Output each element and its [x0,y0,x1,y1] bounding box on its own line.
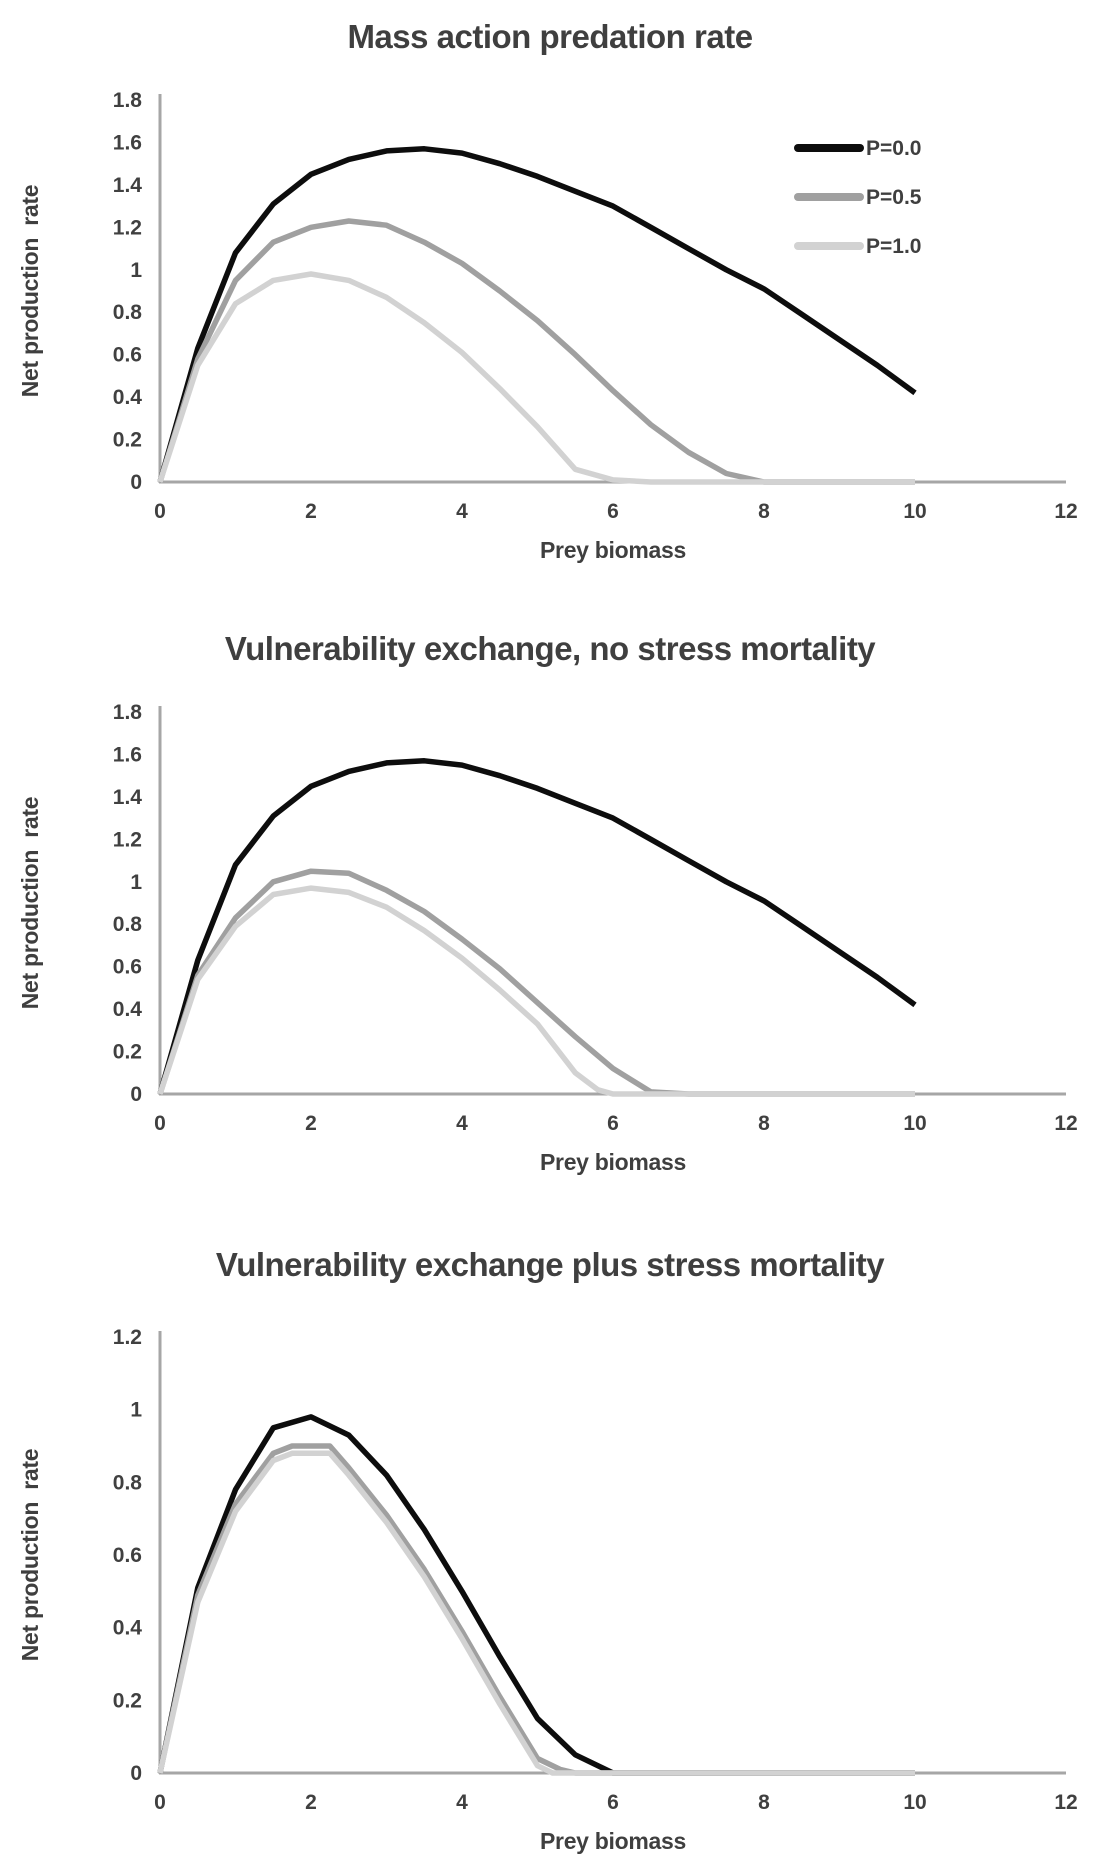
y-tick-label-vuln-exchange-no-stress-4: 0.8 [112,913,142,937]
y-tick-label-vuln-exchange-no-stress-1: 0.2 [112,1040,142,1064]
y-tick-label-mass-action-3: 0.6 [112,343,142,367]
y-tick-label-vuln-exchange-plus-stress-1: 0.2 [112,1689,142,1713]
y-tick-label-vuln-exchange-no-stress-6: 1.2 [112,828,142,852]
series-line-mass-action-P=0.5 [160,221,915,482]
y-tick-label-vuln-exchange-plus-stress-2: 0.4 [112,1616,142,1640]
x-tick-label-vuln-exchange-plus-stress-4: 8 [758,1791,770,1814]
y-tick-label-mass-action-7: 1.4 [112,173,142,197]
x-tick-label-vuln-exchange-no-stress-0: 0 [154,1112,166,1135]
y-tick-label-mass-action-2: 0.4 [112,386,142,410]
y-tick-label-vuln-exchange-no-stress-7: 1.4 [112,785,142,809]
chart-vuln-exchange-no-stress [0,612,1114,1224]
x-tick-label-vuln-exchange-no-stress-3: 6 [607,1112,619,1135]
legend-label-P=0.5: P=0.5 [866,186,922,209]
chart-vuln-exchange-plus-stress [0,1224,1114,1873]
y-tick-label-vuln-exchange-plus-stress-6: 1.2 [112,1326,142,1349]
y-axis-title-vuln-exchange-no-stress: Net production rate [17,796,43,1010]
y-axis-title-mass-action: Net production rate [17,184,43,398]
y-tick-label-mass-action-1: 0.2 [112,428,142,452]
chart-title-vuln-exchange-no-stress: Vulnerability exchange, no stress mortality [224,630,876,667]
x-axis-title-vuln-exchange-no-stress: Prey biomass [540,1149,686,1175]
x-tick-label-mass-action-5: 10 [903,500,927,523]
x-tick-label-vuln-exchange-no-stress-1: 2 [305,1112,317,1135]
y-tick-label-vuln-exchange-no-stress-0: 0 [130,1083,142,1106]
y-tick-label-vuln-exchange-no-stress-8: 1.6 [112,743,142,767]
series-line-vuln-exchange-plus-stress-P=0.0 [160,1417,915,1773]
x-tick-label-vuln-exchange-plus-stress-0: 0 [154,1791,166,1814]
x-tick-label-mass-action-6: 12 [1054,500,1078,523]
x-tick-label-mass-action-0: 0 [154,500,166,523]
y-tick-label-mass-action-4: 0.8 [112,301,142,325]
legend-label-P=0.0: P=0.0 [866,137,922,160]
x-tick-label-mass-action-4: 8 [758,500,770,523]
legend-label-P=1.0: P=1.0 [866,235,922,258]
y-tick-label-mass-action-8: 1.6 [112,131,142,155]
series-line-vuln-exchange-no-stress-P=0.0 [160,761,915,1094]
series-line-vuln-exchange-plus-stress-P=0.5 [160,1446,915,1773]
x-tick-label-mass-action-3: 6 [607,500,619,523]
y-tick-label-vuln-exchange-no-stress-3: 0.6 [112,955,142,979]
x-tick-label-vuln-exchange-no-stress-5: 10 [903,1112,927,1135]
x-tick-label-vuln-exchange-plus-stress-3: 6 [607,1791,619,1814]
y-tick-label-mass-action-9: 1.8 [112,89,142,112]
x-tick-label-vuln-exchange-no-stress-4: 8 [758,1112,770,1135]
y-axis-title-vuln-exchange-plus-stress: Net production rate [17,1448,43,1662]
series-line-vuln-exchange-no-stress-P=0.5 [160,871,915,1094]
x-tick-label-vuln-exchange-plus-stress-6: 12 [1054,1791,1078,1814]
chart-mass-action [0,0,1114,612]
x-tick-label-vuln-exchange-plus-stress-1: 2 [305,1791,317,1814]
y-tick-label-vuln-exchange-no-stress-2: 0.4 [112,998,142,1022]
x-axis-title-mass-action: Prey biomass [540,537,686,563]
x-tick-label-vuln-exchange-plus-stress-2: 4 [456,1791,468,1814]
series-line-vuln-exchange-no-stress-P=1.0 [160,888,915,1094]
y-tick-label-mass-action-0: 0 [130,471,142,494]
x-tick-label-mass-action-1: 2 [305,500,317,523]
y-tick-label-vuln-exchange-plus-stress-3: 0.6 [112,1544,142,1567]
x-axis-title-vuln-exchange-plus-stress: Prey biomass [540,1828,686,1854]
chart-title-mass-action: Mass action predation rate [347,18,753,55]
x-tick-label-vuln-exchange-no-stress-2: 4 [456,1112,468,1135]
series-line-mass-action-P=1.0 [160,274,915,482]
x-tick-label-vuln-exchange-plus-stress-5: 10 [903,1791,927,1814]
series-line-vuln-exchange-plus-stress-P=1.0 [160,1453,915,1773]
y-tick-label-vuln-exchange-plus-stress-0: 0 [130,1762,142,1785]
y-tick-label-vuln-exchange-no-stress-9: 1.8 [112,701,142,724]
chart-title-vuln-exchange-plus-stress: Vulnerability exchange plus stress mortality [215,1246,885,1283]
y-tick-label-vuln-exchange-plus-stress-4: 0.8 [112,1471,142,1495]
x-tick-label-mass-action-2: 4 [456,500,468,523]
y-tick-label-mass-action-5: 1 [130,258,142,282]
y-tick-label-vuln-exchange-plus-stress-5: 1 [130,1398,142,1422]
x-tick-label-vuln-exchange-no-stress-6: 12 [1054,1112,1078,1135]
y-tick-label-mass-action-6: 1.2 [112,216,142,240]
y-tick-label-vuln-exchange-no-stress-5: 1 [130,870,142,894]
